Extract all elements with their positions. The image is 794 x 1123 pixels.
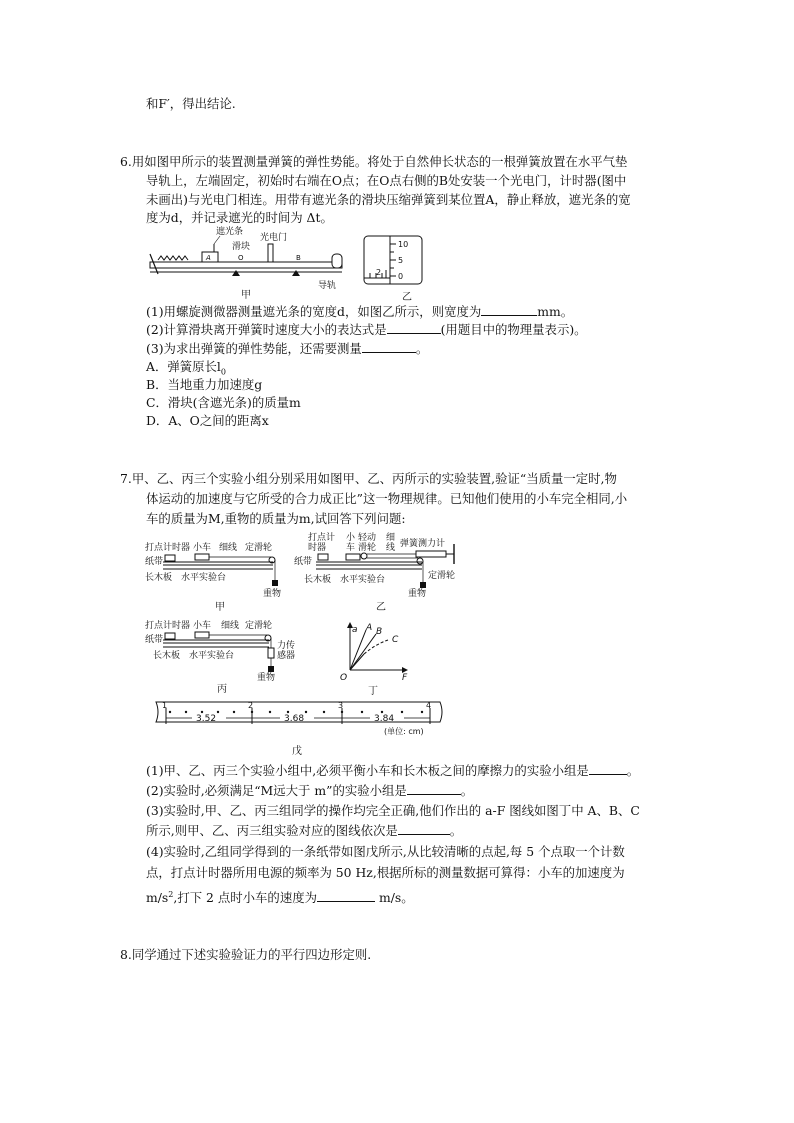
ding-line-c: C — [392, 635, 399, 645]
q7-sub4-line3 — [146, 886, 414, 907]
q7-caption-wu: 戊 — [292, 746, 302, 757]
yi-qingdong: 轻动 — [358, 533, 377, 543]
jia-xiaoche: 小车 — [193, 543, 212, 553]
q7-sub4-unit1: m/s — [146, 890, 169, 906]
jia-changmuban: 长木板 — [145, 573, 173, 583]
q7-sub2 — [146, 782, 473, 800]
bing-ganqi: 感器 — [277, 651, 295, 661]
bing-dinghualun: 定滑轮 — [245, 621, 273, 631]
caption-yi: 乙 — [402, 292, 412, 303]
bing-zhongwu: 重物 — [257, 673, 276, 683]
q6-option-a-text: A．弹簧原长l — [146, 359, 221, 374]
yi-dadian: 打点计 — [308, 533, 336, 543]
q7-sub2-blank[interactable] — [407, 782, 461, 795]
q6-sub1-unit: mm。 — [537, 304, 574, 319]
q7-figure-wu — [152, 698, 446, 758]
q6-sub3-tail: 。 — [415, 341, 429, 356]
q6-option-b[interactable]: B．当地重力加速度g — [146, 377, 263, 392]
q7-caption-bing: 丙 — [217, 684, 227, 694]
bing-lichuan: 力传 — [277, 641, 295, 651]
bing-zhidai: 纸带 — [145, 635, 164, 645]
q6-figure-jia — [146, 224, 351, 302]
wu-distance-2: 3.68 — [284, 714, 305, 724]
q5-tail-text: 和F′，得出结论. — [146, 96, 236, 111]
q6-sub3-blank[interactable] — [362, 340, 416, 353]
q7-sub1-tail: 。 — [626, 763, 640, 778]
yi-zhidai: 纸带 — [294, 557, 313, 567]
q6-option-c[interactable]: C．滑块(含遮光条)的质量m — [146, 395, 301, 410]
q6-line-3: 未画出)与光电门相连。用带有遮光条的滑块压缩弹簧到某位置A，静止释放，遮光条的宽 — [146, 192, 631, 207]
ding-axis-f: F — [402, 673, 408, 683]
yi-changmuban: 长木板 — [304, 575, 332, 585]
q7-caption-jia: 甲 — [215, 602, 225, 612]
q7-line-3: 车的质量为M,重物的质量为m,试回答下列问题: — [146, 511, 406, 526]
q6-figure-yi — [360, 228, 432, 304]
wu-distance-3: 3.84 — [374, 714, 395, 724]
q7-figure-bing — [145, 618, 295, 694]
q7-line-1: 7.甲、乙、丙三个实验小组分别采用如图甲、乙、丙所示的实验装置,验证“当质量一定时,物 — [120, 471, 617, 486]
q6-line-4: 度为d，并记录遮光的时间为 Δt。 — [146, 210, 333, 225]
ding-origin: O — [340, 673, 348, 683]
yi-xian: 线 — [386, 543, 396, 553]
q6-sub1-blank[interactable] — [481, 303, 537, 316]
q7-sub3-line2 — [146, 822, 462, 840]
label-hua: 滑块 — [232, 242, 251, 252]
ding-axis-a: a — [352, 625, 358, 635]
label-dao: 导轨 — [318, 281, 337, 291]
jia-dinghualun: 定滑轮 — [245, 543, 273, 553]
yi-shiyantai: 水平实验台 — [340, 575, 386, 585]
bing-xiaoche: 小车 — [193, 621, 212, 631]
ding-line-b: B — [376, 627, 383, 637]
label-b: B — [296, 254, 301, 262]
q6-sub1-text: (1)用螺旋测微器测量遮光条的宽度d，如图乙所示，则宽度为 — [146, 304, 482, 319]
q6-sub3 — [146, 340, 428, 358]
yi-shiqi: 时器 — [308, 543, 327, 553]
bing-xixian: 细线 — [221, 621, 240, 631]
q7-figure-ding — [336, 620, 420, 696]
q7-figure-yi — [294, 530, 462, 612]
yi-left-mark: 2 — [376, 268, 382, 277]
q7-sub2-text: (2)实验时,必须满足“M远大于 m”的实验小组是 — [146, 783, 407, 798]
q7-sub3-line1: (3)实验时,甲、乙、丙三组同学的操作均完全正确,他们作出的 a-F 图线如图丁中 A、B、C — [146, 803, 640, 818]
yi-xi: 细 — [386, 533, 396, 543]
caption-jia: 甲 — [241, 290, 251, 301]
q7-sub1-text: (1)甲、乙、丙三个实验小组中,必须平衡小车和长木板之间的摩擦力的实验小组是 — [146, 763, 589, 778]
jia-zhidai: 纸带 — [145, 557, 164, 567]
q7-caption-ding: 丁 — [368, 686, 378, 696]
yi-xiao: 小 — [346, 533, 356, 543]
q6-line-2: 导轨上，左端固定，初始时右端在O点；在O点右侧的B处安装一个光电门，计时器(图中 — [146, 173, 627, 188]
wu-point-4: 4 — [426, 701, 432, 710]
q7-sub4-sup: 2 — [168, 890, 174, 899]
q7-sub4-unit2: m/s。 — [375, 890, 414, 906]
wu-point-2: 2 — [248, 701, 254, 710]
q6-sub1 — [146, 303, 573, 321]
wu-distance-1: 3.52 — [196, 714, 217, 724]
yi-hualun: 滑轮 — [358, 543, 377, 553]
q6-option-a-sub: 0 — [220, 367, 226, 377]
yi-tanhuangceliji: 弹簧测力计 — [400, 539, 446, 549]
bing-shiyantai: 水平实验台 — [189, 651, 235, 661]
q7-sub3-blank[interactable] — [398, 822, 450, 835]
q7-sub1-blank[interactable] — [589, 762, 627, 775]
q7-sub3-text: 所示,则甲、乙、丙三组实验对应的图线依次是 — [146, 823, 398, 838]
q6-sub2 — [146, 321, 587, 339]
wu-point-3: 3 — [338, 701, 344, 710]
yi-che: 车 — [346, 543, 356, 553]
yi-tick-5: 5 — [398, 256, 404, 265]
label-a: A — [206, 254, 211, 262]
q7-caption-yi: 乙 — [376, 602, 386, 612]
q6-option-d[interactable]: D．A、O之间的距离x — [146, 413, 269, 428]
q6-line-1: 6.用如图甲所示的装置测量弹簧的弹性势能。将处于自然伸长状态的一根弹簧放置在水平气垫 — [120, 154, 628, 169]
q6-sub2-tail: (用题目中的物理量表示)。 — [440, 322, 587, 337]
jia-shiyantai: 水平实验台 — [181, 573, 227, 583]
ding-line-a: A — [366, 623, 373, 633]
q7-figure-jia — [145, 540, 285, 612]
q7-sub3-tail: 。 — [449, 823, 463, 838]
bing-dadian: 打点计时器 — [145, 621, 191, 631]
q8-text: 8.同学通过下述实验验证力的平行四边形定则. — [120, 947, 372, 962]
q7-sub4-mid: ,打下 2 点时小车的速度为 — [173, 890, 317, 906]
yi-tick-10: 10 — [398, 240, 409, 249]
q7-line-2: 体运动的加速度与它所受的合力成正比”这一物理规律。已知他们使用的小车完全相同,小 — [146, 491, 628, 506]
wu-unit: (单位: cm) — [384, 727, 424, 736]
q7-sub4-blank[interactable] — [317, 889, 375, 902]
q6-sub2-text: (2)计算滑块离开弹簧时速度大小的表达式是 — [146, 322, 387, 337]
q7-sub1 — [146, 762, 639, 780]
label-zhe: 遮光条 — [216, 227, 244, 237]
q7-sub4-line1: (4)实验时,乙组同学得到的一条纸带如图戊所示,从比较清晰的点起,每 5 个点取一个计数 — [146, 844, 625, 859]
jia-xixian: 细线 — [219, 543, 238, 553]
bing-changmuban: 长木板 — [153, 651, 181, 661]
jia-dadian: 打点计时器 — [145, 543, 191, 553]
label-guang: 光电门 — [260, 233, 288, 243]
label-o: O — [238, 254, 244, 262]
q6-sub2-blank[interactable] — [387, 321, 441, 334]
q6-sub3-text: (3)为求出弹簧的弹性势能，还需要测量 — [146, 341, 362, 356]
yi-dinghualun: 定滑轮 — [428, 571, 456, 581]
yi-tick-0: 0 — [398, 272, 404, 281]
q7-sub4-line2: 点，打点计时器所用电源的频率为 50 Hz,根据所标的测量数据可算得：小车的加速度为 — [146, 865, 625, 880]
wu-point-1: 1 — [162, 701, 168, 710]
yi-zhongwu: 重物 — [408, 589, 427, 599]
q7-sub2-tail: 。 — [460, 783, 474, 798]
jia-zhongwu: 重物 — [263, 589, 282, 599]
